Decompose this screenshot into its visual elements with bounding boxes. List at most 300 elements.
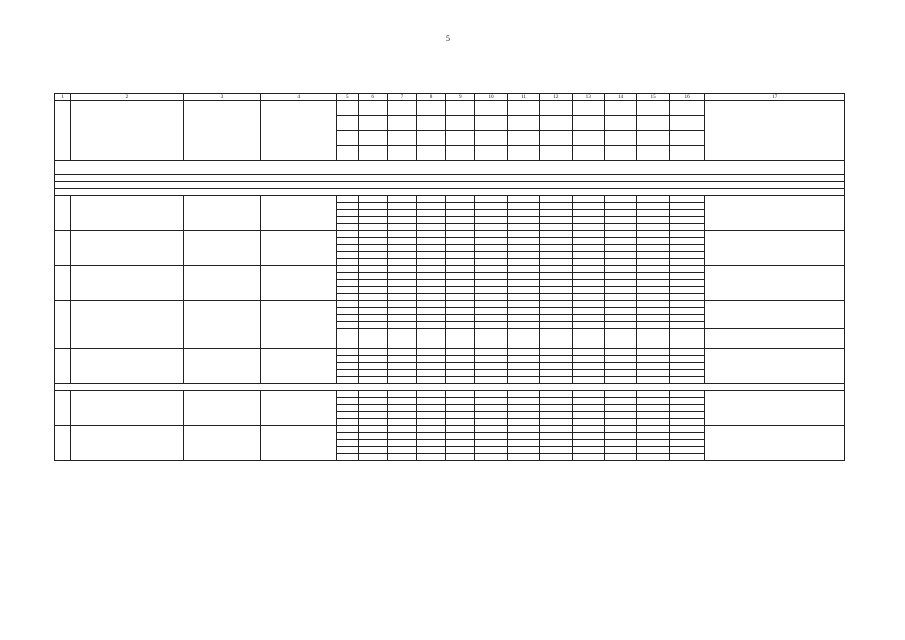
value-cell: [387, 370, 416, 377]
table-row: [55, 426, 845, 433]
value-cell: [604, 266, 636, 273]
executor-cell: [183, 349, 261, 384]
value-cell: [637, 447, 669, 454]
value-cell: [416, 224, 445, 231]
value-cell: [358, 101, 387, 116]
value-cell: [446, 203, 475, 210]
value-cell: [416, 217, 445, 224]
value-cell: [475, 273, 507, 280]
partner-cell: [261, 266, 337, 301]
value-cell: [507, 363, 539, 370]
value-cell: [358, 447, 387, 454]
value-cell: [387, 217, 416, 224]
value-cell: [637, 329, 669, 349]
value-cell: [572, 210, 604, 217]
value-cell: [540, 349, 572, 356]
value-cell: [669, 252, 705, 259]
source-cell: [337, 398, 359, 405]
value-cell: [540, 210, 572, 217]
value-cell: [507, 301, 539, 308]
value-cell: [604, 322, 636, 329]
value-cell: [358, 231, 387, 238]
value-cell: [604, 273, 636, 280]
value-cell: [604, 217, 636, 224]
result-cell: [705, 266, 845, 301]
value-cell: [358, 266, 387, 273]
value-cell: [540, 322, 572, 329]
header-cell: 13: [572, 94, 604, 101]
value-cell: [358, 440, 387, 447]
section-cell: [55, 384, 845, 391]
value-cell: [416, 426, 445, 433]
value-cell: [637, 433, 669, 440]
value-cell: [387, 231, 416, 238]
value-cell: [572, 377, 604, 384]
value-cell: [387, 454, 416, 461]
value-cell: [669, 294, 705, 301]
value-cell: [604, 203, 636, 210]
value-cell: [475, 131, 507, 146]
header-cell: 6: [358, 94, 387, 101]
value-cell: [387, 196, 416, 203]
source-cell: [337, 454, 359, 461]
value-cell: [446, 266, 475, 273]
value-cell: [358, 454, 387, 461]
value-cell: [604, 210, 636, 217]
measure-name: [71, 301, 183, 349]
value-cell: [669, 398, 705, 405]
value-cell: [604, 308, 636, 315]
value-cell: [637, 252, 669, 259]
source-cell: [337, 259, 359, 266]
executor-cell: [183, 231, 261, 266]
value-cell: [604, 101, 636, 116]
value-cell: [604, 349, 636, 356]
value-cell: [507, 412, 539, 419]
value-cell: [358, 391, 387, 398]
value-cell: [358, 238, 387, 245]
value-cell: [637, 273, 669, 280]
source-cell: [337, 377, 359, 384]
value-cell: [669, 245, 705, 252]
value-cell: [637, 301, 669, 308]
value-cell: [669, 210, 705, 217]
value-cell: [446, 146, 475, 161]
row-number: [55, 231, 71, 266]
value-cell: [604, 224, 636, 231]
partner-cell: [261, 101, 337, 161]
value-cell: [637, 231, 669, 238]
value-cell: [416, 454, 445, 461]
value-cell: [540, 391, 572, 398]
value-cell: [637, 146, 669, 161]
value-cell: [446, 370, 475, 377]
source-cell: [337, 203, 359, 210]
value-cell: [446, 363, 475, 370]
value-cell: [446, 454, 475, 461]
value-cell: [669, 419, 705, 426]
value-cell: [507, 440, 539, 447]
value-cell: [446, 391, 475, 398]
table-row: [55, 349, 845, 356]
value-cell: [540, 440, 572, 447]
value-cell: [416, 433, 445, 440]
value-cell: [507, 426, 539, 433]
value-cell: [669, 329, 705, 349]
value-cell: [507, 405, 539, 412]
value-cell: [669, 301, 705, 308]
value-cell: [572, 116, 604, 131]
value-cell: [416, 210, 445, 217]
value-cell: [387, 294, 416, 301]
value-cell: [637, 405, 669, 412]
value-cell: [416, 391, 445, 398]
value-cell: [572, 266, 604, 273]
value-cell: [475, 210, 507, 217]
header-cell: 2: [71, 94, 183, 101]
source-cell: [337, 287, 359, 294]
value-cell: [507, 231, 539, 238]
value-cell: [637, 280, 669, 287]
value-cell: [507, 287, 539, 294]
value-cell: [637, 363, 669, 370]
value-cell: [572, 391, 604, 398]
value-cell: [387, 447, 416, 454]
header-cell: 16: [669, 94, 705, 101]
value-cell: [416, 273, 445, 280]
value-cell: [604, 447, 636, 454]
value-cell: [507, 454, 539, 461]
value-cell: [540, 238, 572, 245]
source-cell: [337, 273, 359, 280]
value-cell: [572, 101, 604, 116]
value-cell: [572, 329, 604, 349]
value-cell: [572, 131, 604, 146]
value-cell: [387, 280, 416, 287]
value-cell: [475, 294, 507, 301]
measure-name: [71, 266, 183, 301]
value-cell: [507, 329, 539, 349]
value-cell: [572, 301, 604, 308]
value-cell: [540, 252, 572, 259]
value-cell: [507, 447, 539, 454]
section-row: [55, 384, 845, 391]
value-cell: [446, 440, 475, 447]
executor-cell: [183, 391, 261, 426]
value-cell: [387, 419, 416, 426]
value-cell: [572, 405, 604, 412]
value-cell: [637, 131, 669, 146]
value-cell: [446, 252, 475, 259]
value-cell: [540, 308, 572, 315]
value-cell: [446, 308, 475, 315]
source-cell: [337, 356, 359, 363]
value-cell: [637, 116, 669, 131]
value-cell: [446, 377, 475, 384]
row-number: [55, 266, 71, 301]
value-cell: [446, 433, 475, 440]
result-cell: [705, 391, 845, 426]
value-cell: [604, 363, 636, 370]
value-cell: [669, 259, 705, 266]
value-cell: [572, 322, 604, 329]
value-cell: [540, 433, 572, 440]
value-cell: [387, 433, 416, 440]
value-cell: [416, 131, 445, 146]
value-cell: [416, 116, 445, 131]
value-cell: [604, 419, 636, 426]
header-cell: 10: [475, 94, 507, 101]
value-cell: [507, 377, 539, 384]
header-row: [55, 94, 845, 101]
value-cell: [387, 440, 416, 447]
value-cell: [637, 370, 669, 377]
value-cell: [540, 412, 572, 419]
result-cell: [705, 349, 845, 384]
value-cell: [475, 391, 507, 398]
value-cell: [572, 245, 604, 252]
source-cell: [337, 370, 359, 377]
value-cell: [416, 405, 445, 412]
value-cell: [475, 259, 507, 266]
value-cell: [358, 412, 387, 419]
row-number: [55, 391, 71, 426]
source-cell: [337, 196, 359, 203]
value-cell: [572, 412, 604, 419]
value-cell: [416, 146, 445, 161]
value-cell: [604, 433, 636, 440]
value-cell: [358, 224, 387, 231]
value-cell: [540, 224, 572, 231]
value-cell: [669, 131, 705, 146]
value-cell: [604, 238, 636, 245]
value-cell: [387, 273, 416, 280]
value-cell: [540, 356, 572, 363]
value-cell: [637, 398, 669, 405]
value-cell: [540, 259, 572, 266]
value-cell: [446, 101, 475, 116]
value-cell: [416, 301, 445, 308]
value-cell: [358, 363, 387, 370]
value-cell: [604, 245, 636, 252]
value-cell: [475, 433, 507, 440]
value-cell: [358, 273, 387, 280]
result-cell: [705, 101, 845, 161]
source-cell: [337, 101, 359, 116]
measure-name: [71, 231, 183, 266]
value-cell: [446, 224, 475, 231]
value-cell: [669, 363, 705, 370]
value-cell: [446, 280, 475, 287]
source-cell: [337, 280, 359, 287]
header-cell: 8: [416, 94, 445, 101]
value-cell: [416, 231, 445, 238]
value-cell: [358, 322, 387, 329]
measure-cell: [71, 101, 183, 161]
value-cell: [507, 266, 539, 273]
value-cell: [358, 146, 387, 161]
value-cell: [475, 245, 507, 252]
value-cell: [475, 315, 507, 322]
value-cell: [446, 217, 475, 224]
value-cell: [446, 322, 475, 329]
value-cell: [637, 377, 669, 384]
source-cell: [337, 217, 359, 224]
value-cell: [475, 377, 507, 384]
value-cell: [387, 391, 416, 398]
value-cell: [358, 356, 387, 363]
value-cell: [669, 433, 705, 440]
header-cell: 14: [604, 94, 636, 101]
result-cell: [705, 231, 845, 266]
value-cell: [358, 210, 387, 217]
value-cell: [637, 259, 669, 266]
result-cell: [705, 196, 845, 231]
value-cell: [446, 196, 475, 203]
value-cell: [540, 217, 572, 224]
value-cell: [604, 412, 636, 419]
value-cell: [358, 294, 387, 301]
value-cell: [507, 210, 539, 217]
value-cell: [446, 315, 475, 322]
value-cell: [637, 287, 669, 294]
value-cell: [416, 398, 445, 405]
source-cell: [337, 349, 359, 356]
source-cell: [337, 231, 359, 238]
value-cell: [416, 329, 445, 349]
value-cell: [416, 440, 445, 447]
source-cell: [337, 245, 359, 252]
value-cell: [416, 412, 445, 419]
value-cell: [507, 315, 539, 322]
value-cell: [540, 405, 572, 412]
value-cell: [572, 280, 604, 287]
partner-cell: [261, 231, 337, 266]
value-cell: [416, 238, 445, 245]
value-cell: [446, 447, 475, 454]
value-cell: [540, 280, 572, 287]
value-cell: [416, 252, 445, 259]
value-cell: [669, 377, 705, 384]
value-cell: [540, 294, 572, 301]
value-cell: [387, 210, 416, 217]
value-cell: [416, 356, 445, 363]
value-cell: [669, 356, 705, 363]
section-cell: [55, 175, 845, 182]
row-number: [55, 426, 71, 461]
value-cell: [387, 405, 416, 412]
value-cell: [604, 370, 636, 377]
value-cell: [358, 252, 387, 259]
value-cell: [572, 308, 604, 315]
value-cell: [507, 356, 539, 363]
header-cell: 9: [446, 94, 475, 101]
value-cell: [572, 440, 604, 447]
value-cell: [540, 315, 572, 322]
value-cell: [604, 259, 636, 266]
no-cell: [55, 101, 71, 161]
header-cell: 3: [183, 94, 261, 101]
value-cell: [604, 426, 636, 433]
value-cell: [669, 224, 705, 231]
value-cell: [446, 116, 475, 131]
partner-cell: [261, 391, 337, 426]
value-cell: [507, 196, 539, 203]
source-cell: [337, 308, 359, 315]
header-cell: 12: [540, 94, 572, 101]
value-cell: [572, 238, 604, 245]
source-cell: [337, 210, 359, 217]
value-cell: [446, 287, 475, 294]
value-cell: [507, 259, 539, 266]
value-cell: [540, 287, 572, 294]
value-cell: [507, 273, 539, 280]
partner-cell: [261, 196, 337, 231]
value-cell: [604, 131, 636, 146]
value-cell: [387, 238, 416, 245]
result-cell: [705, 301, 845, 329]
value-cell: [387, 131, 416, 146]
source-cell: [337, 329, 359, 349]
value-cell: [387, 101, 416, 116]
value-cell: [446, 398, 475, 405]
value-cell: [540, 131, 572, 146]
value-cell: [446, 412, 475, 419]
value-cell: [604, 356, 636, 363]
value-cell: [475, 419, 507, 426]
value-cell: [540, 273, 572, 280]
value-cell: [540, 370, 572, 377]
value-cell: [604, 377, 636, 384]
value-cell: [637, 308, 669, 315]
source-cell: [337, 266, 359, 273]
value-cell: [358, 433, 387, 440]
section-cell: [55, 182, 845, 189]
value-cell: [446, 131, 475, 146]
value-cell: [669, 238, 705, 245]
value-cell: [416, 287, 445, 294]
program-table: [54, 93, 845, 461]
value-cell: [446, 238, 475, 245]
value-cell: [572, 217, 604, 224]
value-cell: [637, 294, 669, 301]
value-cell: [604, 315, 636, 322]
value-cell: [507, 433, 539, 440]
value-cell: [416, 203, 445, 210]
value-cell: [604, 405, 636, 412]
value-cell: [358, 116, 387, 131]
value-cell: [637, 419, 669, 426]
value-cell: [572, 426, 604, 433]
value-cell: [669, 273, 705, 280]
value-cell: [669, 447, 705, 454]
value-cell: [416, 419, 445, 426]
value-cell: [572, 259, 604, 266]
spacer-row: [55, 161, 845, 175]
value-cell: [475, 440, 507, 447]
value-cell: [540, 363, 572, 370]
value-cell: [387, 356, 416, 363]
value-cell: [475, 287, 507, 294]
source-cell: [337, 116, 359, 131]
value-cell: [387, 308, 416, 315]
value-cell: [358, 217, 387, 224]
value-cell: [358, 287, 387, 294]
value-cell: [475, 349, 507, 356]
source-cell: [337, 238, 359, 245]
executor-cell: [183, 426, 261, 461]
value-cell: [475, 412, 507, 419]
